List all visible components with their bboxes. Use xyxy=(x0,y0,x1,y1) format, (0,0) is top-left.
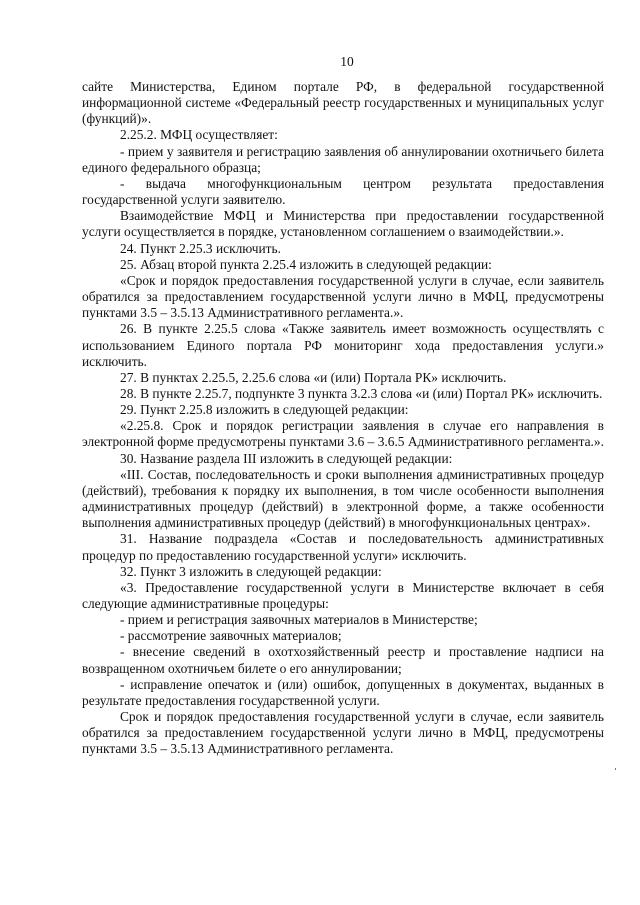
paragraph: 29. Пункт 2.25.8 изложить в следующей редакции: xyxy=(120,402,409,418)
paragraph: - рассмотрение заявочных материалов; xyxy=(120,628,342,644)
paragraph: 26. В пункте 2.25.5 слова «Также заявитель имеет возможность осуществлять с использованием Единого портала РФ мониторинг хода предоставления услуги.» исключить. xyxy=(82,321,604,369)
paragraph: «3. Предоставление государственной услуги в Министерстве включает в себя следующие административные процедуры: xyxy=(82,579,604,611)
paragraph: 27. В пунктах 2.25.5, 2.25.6 слова «и (или) Портала РК» исключить. xyxy=(120,369,507,385)
paragraph: Срок и порядок предоставления государственной услуги в случае, если заявитель обратился за предоставлением государственной услуги лично в МФЦ, предусмотрены пунктами 3.5 – 3.5.13 Административного регламента. xyxy=(82,709,604,757)
paragraph: 2.25.2. МФЦ осуществляет: xyxy=(120,127,278,143)
paragraph: - прием и регистрация заявочных материалов в Министерстве; xyxy=(120,612,478,628)
paragraph: - выдача многофункциональным центром результата предоставления государственной услуги заявителю. xyxy=(82,175,604,208)
page-number: 10 xyxy=(340,54,354,69)
paragraph: 25. Абзац второй пункта 2.25.4 изложить в следующей редакции: xyxy=(120,256,492,272)
paragraph: «2.25.8. Срок и порядок регистрации заявления в случае его направления в электронной форме предусмотрены пунктами 3.6 – 3.6.5 Административного регламента.». xyxy=(82,418,604,450)
paragraph: Взаимодействие МФЦ и Министерства при предоставлении государственной услуги осуществляется в порядке, установленном соглашением о взаимодействии.». xyxy=(82,208,604,240)
scan-artifact xyxy=(615,768,616,770)
paragraph: 31. Название подраздела «Состав и последовательность административных процедур по предоставлению государственной услуги» исключить. xyxy=(82,531,604,563)
paragraph: 32. Пункт 3 изложить в следующей редакции: xyxy=(120,563,382,579)
document-body xyxy=(82,79,604,758)
paragraph: сайте Министерства, Едином портале РФ, в федеральной государственной информационной системе «Федеральный реестр государственных и муниципальных услуг (функций)». xyxy=(82,79,604,127)
paragraph: «III. Состав, последовательность и сроки выполнения административных процедур (действий), требования к порядку их выполнения, в том числе особенности выполнения административных процедур (действий) в электронной форме, а также особенности выполнения административных процедур (действий) в многофункциональных центрах». xyxy=(82,466,604,531)
paragraph: 28. В пункте 2.25.7, подпункте 3 пункта 3.2.3 слова «и (или) Портал РК» исключить. xyxy=(120,385,603,401)
paragraph: 24. Пункт 2.25.3 исключить. xyxy=(120,240,281,256)
paragraph: - прием у заявителя и регистрацию заявления об аннулировании охотничьего билета единого федерального образца; xyxy=(82,143,604,175)
paragraph: - исправление опечаток и (или) ошибок, допущенных в документах, выданных в результате предоставления государственной услуги. xyxy=(82,676,604,708)
paragraph: 30. Название раздела III изложить в следующей редакции: xyxy=(120,450,453,466)
paragraph: «Срок и порядок предоставления государственной услуги в случае, если заявитель обратился за предоставлением государственной услуги лично в МФЦ, предусмотрены пунктами 3.5 – 3.5.13 Административного регламента.». xyxy=(82,272,604,321)
paragraph: - внесение сведений в охотхозяйственный реестр и проставление надписи на возвращенном охотничьем билете о его аннулировании; xyxy=(82,644,604,676)
